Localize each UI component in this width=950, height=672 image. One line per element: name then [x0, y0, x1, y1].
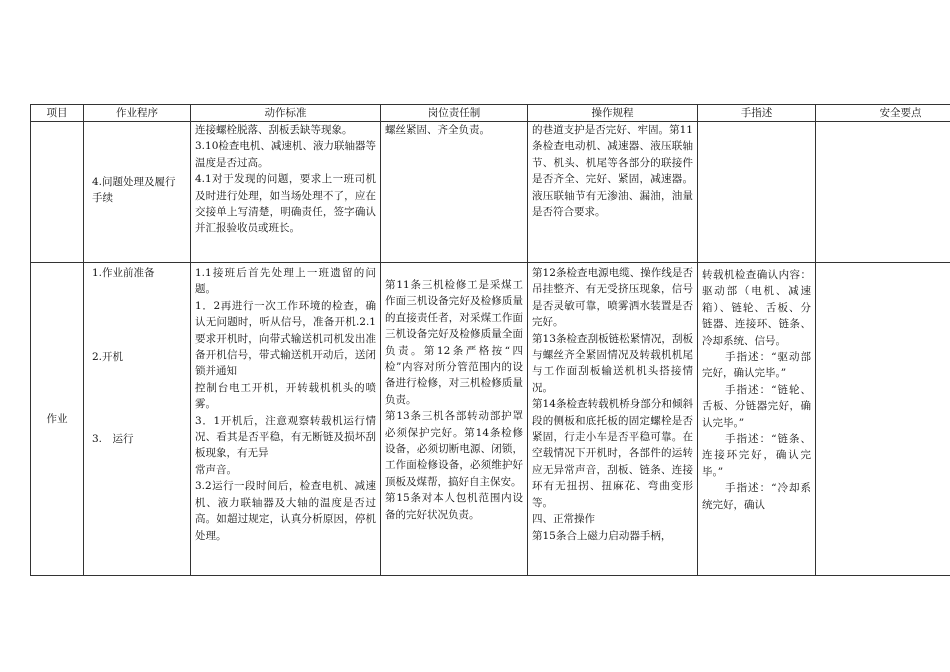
table-row: [31, 122, 950, 263]
row2-safety: [816, 263, 950, 576]
row2-standard: 1.1接班后首先处理上一班遗留的问题。 1．2再进行一次工作环境的检查，确认无问题时，听从信号，准备开机.2.1要求开机时，向带式输送机司机发出准备开机信号，带式输送机开动后，送闭锁并通知 控制台电工开机，开转载机机头的喷雾。 3．1开机后，注意观察转载机运行情况、看其是否平稳，有无断链及损坏刮板现象，有无异 常声音。 3.2运行一段时间后，检查电机、减速机、液力联轴器及大轴的温度是否过高。如超过规定，认真分析原因，停机处理。: [191, 263, 381, 576]
row1-operation: 的巷道支护是否完好、牢固。第11条检查电动机、减速器、液压联轴节、机头、机尾等各部分的联接件是否齐全、完好、紧固，减速器。液压联轴节有无渗油、漏油，油量是否符合要求。: [528, 122, 698, 263]
row2-item: 作业: [31, 263, 84, 576]
header-item: 项目: [31, 105, 84, 122]
row2-procedure-cell: [84, 263, 191, 576]
table-row: [31, 263, 950, 576]
row2-operation: 第12条检查电源电缆、操作线是否吊挂整齐、有无受挤压现象，信号是否灵敏可靠，喷雾洒水装置是否完好。 第13条检查刮板链松紧情况，刮板与螺丝齐全紧固情况及转载机机尾与工作面刮板输送机机头搭接情况。 第14条检查转载机桥身部分和倾斜段的侧板和底托板的固定螺栓是否紧固，行走小车是否平稳可靠。在空载情况下开机时，各部件的运转应无异常声音，刮板、链条、连接环有无扭拐、扭麻花、弯曲变形等。 四、正常操作 第15条合上磁力启动器手柄，: [528, 263, 698, 576]
header-hand-signal: 手指述: [698, 105, 816, 122]
row1-item: [31, 122, 84, 263]
header-procedure: 作业程序: [84, 105, 191, 122]
row1-procedure-cell: [84, 122, 191, 263]
header-operation: 操作规程: [528, 105, 698, 122]
row2-responsibility: 第11条三机检修工是采煤工作面三机设备完好及检修质量的直接责任者，对采煤工作面三机设备完好及检修质量全面负责。第12条严格按“四检”内容对所分管范围内的设备进行检修，对三机检修质量负责。 第13条三机各部转动部护罩必须保护完好。第14条检修设备，必须切断电源、闭锁，工作面检修设备，必须维护好顶板及煤帮，搞好自主保安。 第15条对本人包机范围内设备的完好状况负责。: [381, 263, 528, 576]
row1-responsibility: 螺丝紧固、齐全负责。: [381, 122, 528, 263]
row1-procedure: 4.问题处理及履行手续: [92, 176, 176, 205]
header-safety: 安全要点: [816, 105, 950, 122]
row1-safety: [816, 122, 950, 263]
operation-standard-table: [30, 104, 950, 576]
row1-standard: 连接螺栓脱落、刮板丢缺等现象。 3.10检查电机、减速机、液力联轴器等温度是否过高。 4.1对于发现的问题，要求上一班司机及时进行处理，如当场处理不了，应在交接单上写清楚，明确责任，签字确认并汇报验收员或班长。: [191, 122, 381, 263]
row2-procedure-prepare: 1.作业前准备: [92, 267, 155, 279]
header-row: [31, 105, 950, 122]
row2-hand: 转载机检查确认内容：驱动部（电机、减速箱）、链轮、舌板、分链器、连接环、链条、冷却系统、信号。 手指述：“驱动部完好，确认完毕。” 手指述：“链轮、舌板、分链器完好，确认完毕。” 手指述：“链条、连接环完好，确认完毕。” 手指述：“冷却系统完好，确认: [698, 263, 816, 576]
header-standard: 动作标准: [191, 105, 381, 122]
row1-hand: [698, 122, 816, 263]
row2-procedure-run: 3. 运行: [92, 433, 134, 445]
row2-procedure-start: 2.开机: [92, 351, 124, 363]
header-responsibility: 岗位责任制: [381, 105, 528, 122]
